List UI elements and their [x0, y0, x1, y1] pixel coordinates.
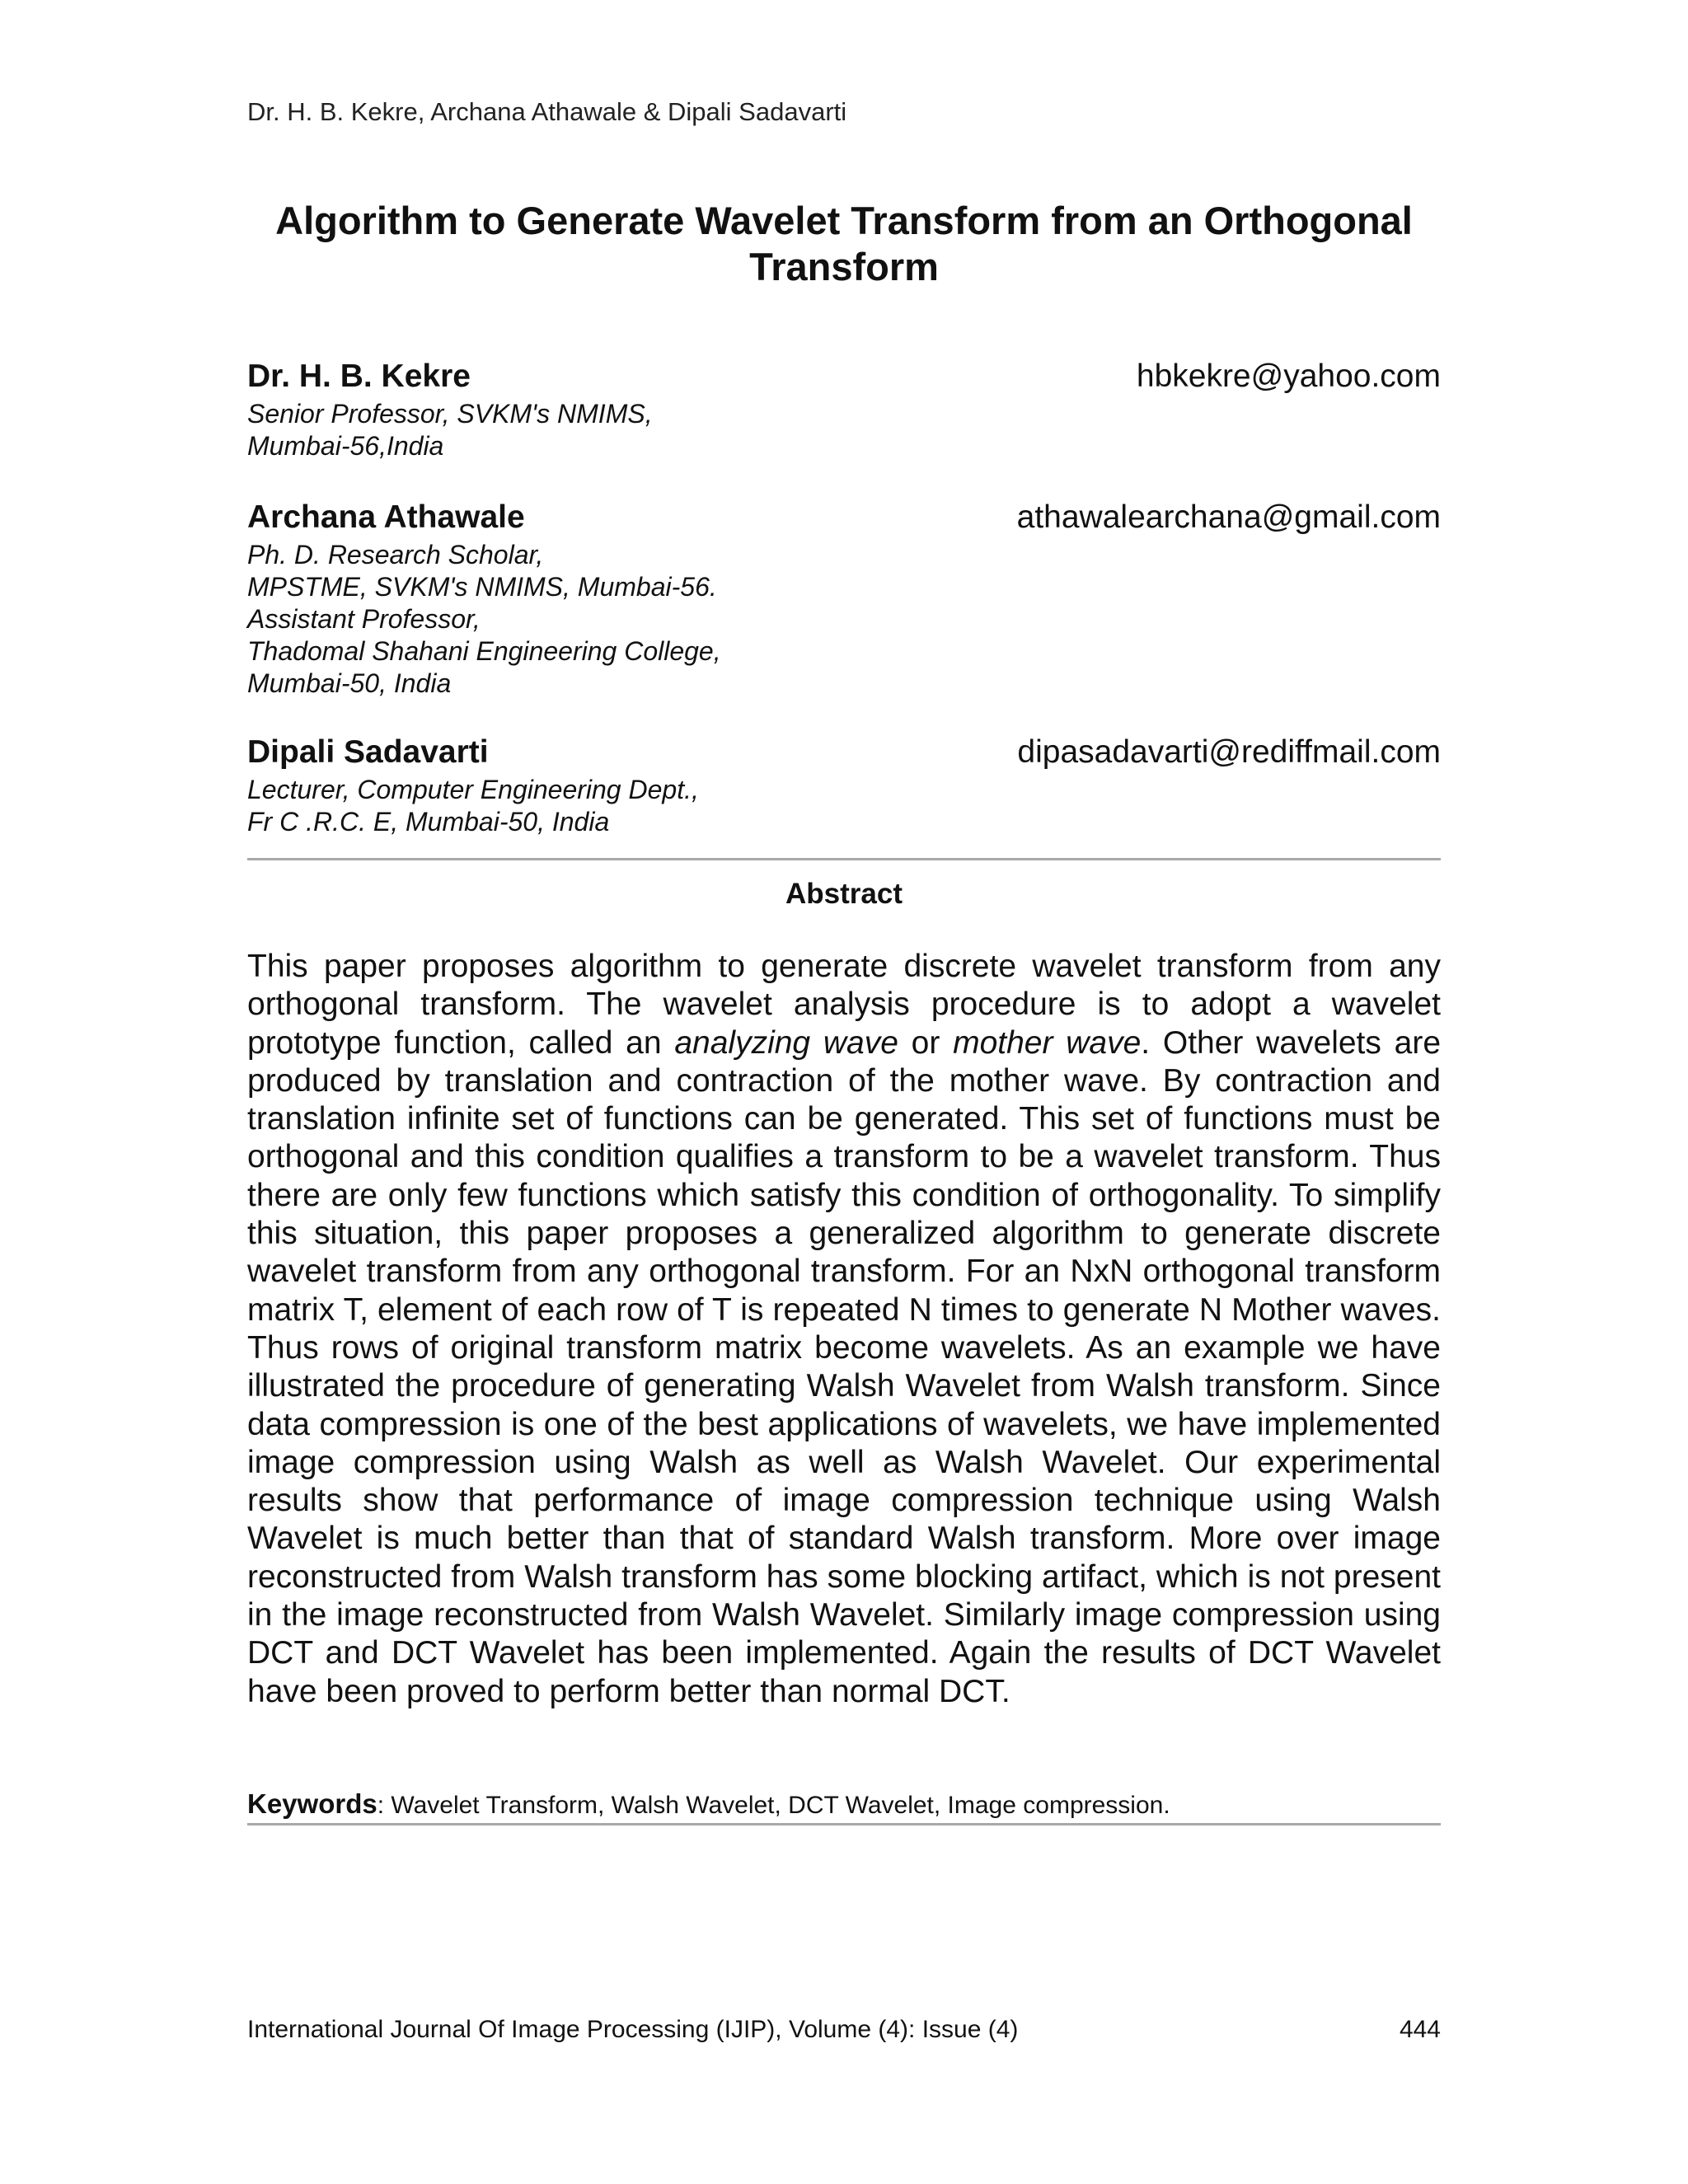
abstract-text: or [898, 1024, 954, 1061]
author-name-kekre: Dr. H. B. Kekre [247, 359, 471, 394]
abstract-body [247, 948, 1441, 1711]
author-name-sadavarti: Dipali Sadavarti [247, 734, 489, 770]
affiliation-line: Mumbai-50, India [247, 668, 452, 698]
affiliation-line: Senior Professor, SVKM's NMIMS, [247, 399, 653, 429]
author-affiliation-sadavarti [247, 774, 699, 838]
abstract-emphasis: analyzing wave [674, 1024, 898, 1061]
author-email-sadavarti[interactable]: dipasadavarti@rediffmail.com [1017, 734, 1441, 770]
abstract-heading: Abstract [785, 878, 903, 910]
author-affiliation-athawale [247, 539, 721, 700]
abstract-emphasis: mother wave [953, 1024, 1142, 1061]
author-name-athawale: Archana Athawale [247, 499, 525, 535]
affiliation-line: Thadomal Shahani Engineering College, [247, 636, 721, 666]
divider-top [247, 858, 1441, 860]
footer-page-number: 444 [1399, 2016, 1441, 2043]
affiliation-line: Lecturer, Computer Engineering Dept., [247, 775, 699, 804]
abstract-text: . Other wavelets are produced by translation and contraction of the mother wave. By contraction and translation infinite set of functions can be generated. This set of functions must be orthogonal and this condition qualifies a transform to be a wavelet transform. Thus there are only few functions which satisfy this condition of orthogonality. To simplify this situation, this paper proposes a generalized algorithm to generate discrete wavelet transform from any orthogonal transform. For an NxN orthogonal transform matrix T, element of each row of T is repeated N times to generate N Mother waves. Thus rows of original transform matrix become wavelets. As an example we have illustrated the procedure of generating Walsh Wavelet from Walsh transform. Since data compression is one of the best applications of wavelets, we have implemented image compression using Walsh as well as Walsh Wavelet. Our experimental results show that performance of image compression technique using Walsh Wavelet is much better than that of standard Walsh transform. More over image reconstructed from Walsh transform has some blocking artifact, which is not present in the image reconstructed from Walsh Wavelet. Similarly image compression using DCT and DCT Wavelet has been implemented. Again the results of DCT Wavelet have been proved to perform better than normal DCT. [247, 1024, 1442, 1709]
page-footer [247, 2016, 1441, 2044]
abstract-text: This paper proposes algorithm to generate discrete wavelet transform from any orthogonal transform. The wavelet analysis procedure is to adopt a wavelet prototype function, called an [247, 949, 1441, 1061]
author-affiliation-kekre [247, 398, 653, 462]
affiliation-line: Fr C .R.C. E, Mumbai-50, India [247, 807, 610, 837]
keywords [247, 1788, 1441, 1820]
author-email-kekre[interactable]: hbkekre@yahoo.com [1136, 359, 1441, 394]
paper-title [247, 198, 1441, 290]
affiliation-line: Assistant Professor, [247, 604, 481, 634]
footer-journal: International Journal Of Image Processing (IJIP), Volume (4): Issue (4) [247, 2016, 1019, 2043]
running-head: Dr. H. B. Kekre, Archana Athawale & Dipali Sadavarti [247, 97, 847, 126]
affiliation-line: MPSTME, SVKM's NMIMS, Mumbai-56. [247, 572, 717, 602]
title-line-2: Transform [749, 245, 939, 288]
author-email-athawale[interactable]: athawalearchana@gmail.com [1016, 499, 1441, 535]
keywords-text: : Wavelet Transform, Walsh Wavelet, DCT Wavelet, Image compression. [377, 1792, 1170, 1819]
affiliation-line: Mumbai-56,India [247, 431, 444, 461]
title-line-1: Algorithm to Generate Wavelet Transform from an Orthogonal [275, 199, 1413, 242]
affiliation-line: Ph. D. Research Scholar, [247, 540, 544, 569]
keywords-label: Keywords [247, 1788, 377, 1819]
divider-bottom [247, 1823, 1441, 1825]
